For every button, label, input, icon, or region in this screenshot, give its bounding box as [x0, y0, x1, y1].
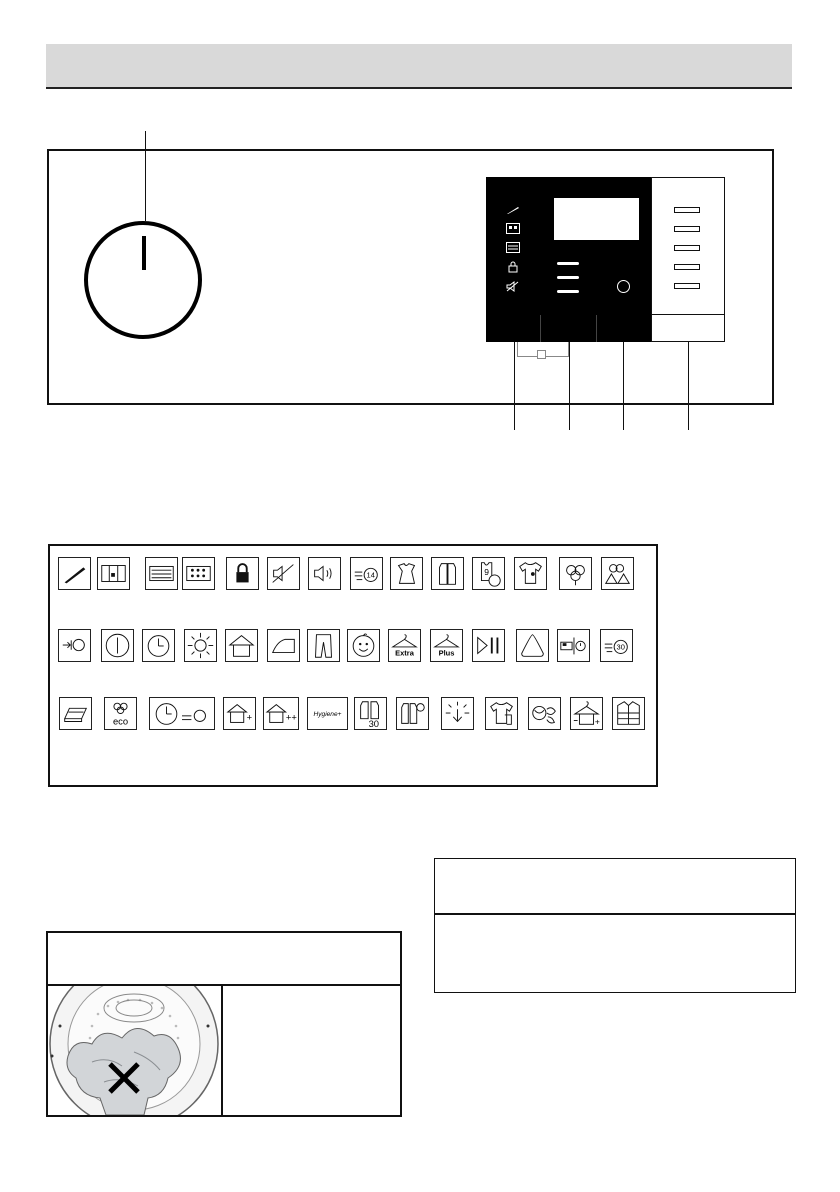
- low-heat-icon: [441, 697, 474, 730]
- callout-line: [688, 342, 689, 430]
- hang-plus-icon: [223, 697, 256, 730]
- callout-line: [623, 342, 624, 430]
- display-button-1[interactable]: [557, 262, 579, 265]
- svg-text:eco: eco: [112, 715, 129, 727]
- display-separator: [596, 315, 597, 342]
- drawer-icon: [145, 557, 178, 590]
- drum-overload-illustration: [48, 986, 221, 1115]
- buttons-panel-divider: [651, 314, 725, 315]
- iron-icon: [267, 629, 300, 662]
- delay-end-icon: [149, 697, 215, 730]
- mute-icon: [267, 557, 300, 590]
- towels-icon: [59, 697, 92, 730]
- hygiene-icon: [307, 697, 348, 730]
- synthetic-icon: [516, 629, 549, 662]
- program-buttons-panel: [651, 177, 725, 342]
- display-button-2[interactable]: [557, 276, 579, 279]
- svg-text:9: 9: [484, 566, 489, 577]
- child-lock-icon: [537, 350, 546, 359]
- svg-text:Extra: Extra: [395, 648, 414, 658]
- svg-text:+: +: [594, 716, 600, 727]
- end-time-14-icon: [350, 557, 383, 590]
- crease-icon: [58, 557, 91, 590]
- program-button[interactable]: [674, 245, 700, 251]
- plus-dry-icon: [430, 629, 463, 662]
- lock-icon: [226, 557, 259, 590]
- note-table: [434, 858, 796, 993]
- baby-icon: [347, 629, 380, 662]
- display-button-3[interactable]: [557, 290, 579, 293]
- filter-icon: [506, 223, 520, 237]
- bed-timer-icon: [557, 629, 590, 662]
- program-button[interactable]: [674, 207, 700, 213]
- svg-text:30: 30: [368, 718, 380, 729]
- shirts-30-icon: [354, 697, 387, 730]
- tshirt-icon: [514, 557, 547, 590]
- crease-icon: [506, 205, 520, 218]
- svg-text:Plus: Plus: [438, 648, 455, 658]
- svg-text:Hygiene+: Hygiene+: [313, 710, 342, 718]
- program-button[interactable]: [674, 226, 700, 232]
- start-pause-icon: [472, 629, 505, 662]
- sports-icon: [472, 557, 505, 590]
- eco-icon: [104, 697, 137, 730]
- jeans-icon: [307, 629, 340, 662]
- program-button[interactable]: [674, 264, 700, 270]
- svg-text:++: ++: [285, 711, 297, 723]
- child-lock-bracket-left: [517, 342, 518, 356]
- callout-line: [569, 342, 570, 430]
- wool-icon: [528, 697, 561, 730]
- power-icon: [101, 629, 134, 662]
- delicate-icon: [390, 557, 423, 590]
- hang-plusplus-icon: [263, 697, 299, 730]
- svg-text:+: +: [246, 711, 253, 723]
- cupboard-dry-icon: [570, 697, 603, 730]
- svg-text:14: 14: [366, 570, 375, 580]
- cotton-icon: [559, 557, 592, 590]
- program-button[interactable]: [674, 283, 700, 289]
- end-time-30-icon: [600, 629, 633, 662]
- mixed-icon: [601, 557, 634, 590]
- start-icon: [58, 629, 91, 662]
- note-table-divider: [434, 913, 796, 915]
- mute-icon: [506, 281, 520, 295]
- callout-line: [514, 342, 515, 430]
- sun-icon: [184, 629, 217, 662]
- display-separator: [540, 315, 541, 342]
- extra-dry-icon: [388, 629, 421, 662]
- filter-dots-icon: [182, 557, 215, 590]
- sound-icon: [308, 557, 341, 590]
- socks-icon: [485, 697, 518, 730]
- timer-icon: [142, 629, 175, 662]
- warning-table-column-divider: [221, 984, 223, 1117]
- section-header-bar: [46, 44, 792, 89]
- display-screen: [554, 198, 639, 240]
- hang-icon: [225, 629, 258, 662]
- clock-icon: [617, 280, 630, 293]
- shirt-icon: [431, 557, 464, 590]
- knob-pointer: [142, 236, 146, 270]
- lock-icon: [506, 261, 520, 276]
- grid-filter-icon: [97, 557, 130, 590]
- drawer-icon: [506, 242, 520, 256]
- svg-text:30: 30: [616, 642, 625, 652]
- jacket-icon: [612, 697, 645, 730]
- refresh-icon: [396, 697, 429, 730]
